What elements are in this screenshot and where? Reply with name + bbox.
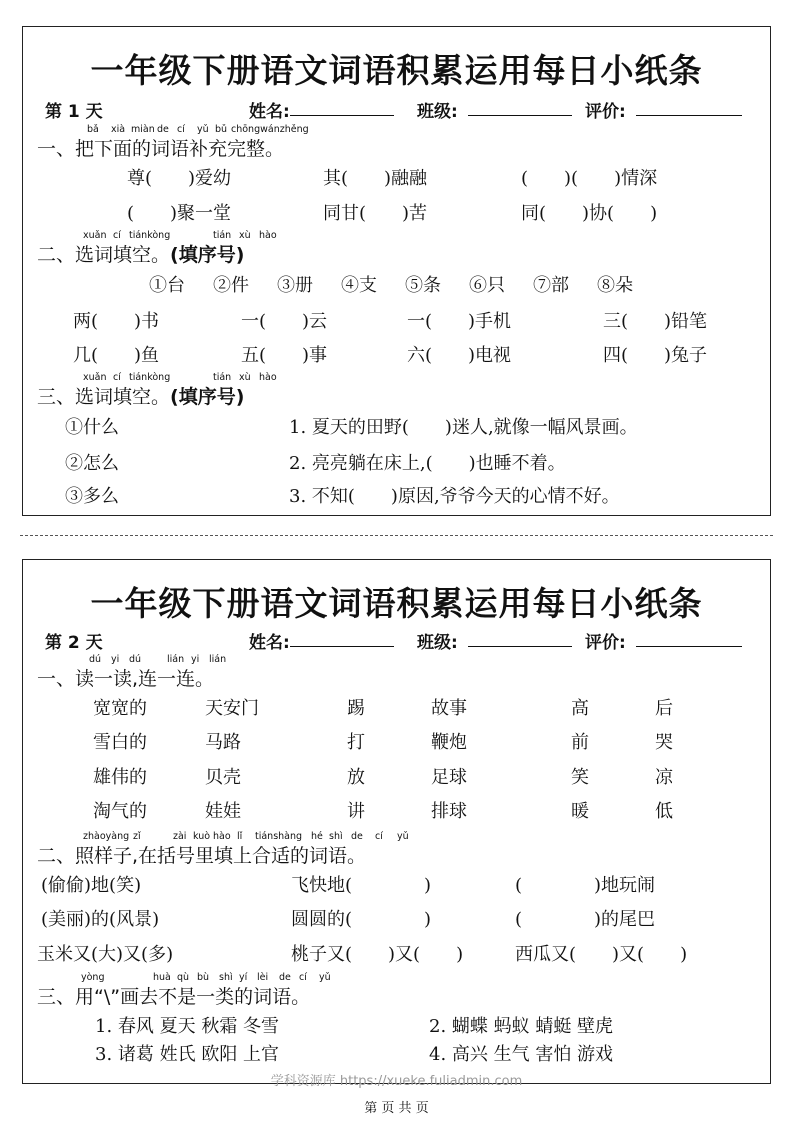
pinyin-4: xù — [239, 372, 251, 383]
word-group: 2. 蝴蝶 蚂蚁 蜻蜓 壁虎 — [429, 1016, 614, 1037]
sentence: 2. 亮亮躺在床上,( )也睡不着。 — [289, 453, 566, 474]
word: 打 — [347, 732, 365, 753]
pinyin-4: hào — [213, 831, 231, 842]
option: ③册 — [277, 275, 313, 296]
pinyin-0: yòng — [81, 972, 105, 983]
pinyin-8: shì — [329, 831, 343, 842]
fill-item: 桃子又( )又( ) — [291, 944, 464, 965]
fill-item: ( )( )情深 — [521, 168, 658, 189]
pinyin-5: lǐ — [237, 831, 243, 842]
word: 贝壳 — [205, 767, 241, 788]
pinyin-0: dú — [89, 654, 102, 665]
pinyin-4: yi — [191, 654, 200, 665]
word: 宽宽的 — [93, 698, 147, 719]
word: 凉 — [655, 767, 673, 788]
section-3-heading: 三、用“\”画去不是一类的词语。 — [37, 986, 311, 1008]
fill-item: 几( )鱼 — [73, 345, 160, 366]
fill-item: 一( )手机 — [407, 311, 512, 332]
pinyin-5: hào — [259, 230, 277, 241]
word: 雪白的 — [93, 732, 147, 753]
word: 足球 — [431, 767, 467, 788]
pinyin-3: bù — [197, 972, 210, 983]
fill-item: ( )地玩闹 — [515, 875, 656, 896]
word: 鞭炮 — [431, 732, 467, 753]
pinyin-1: huà — [153, 972, 171, 983]
option: ①什么 — [65, 417, 119, 438]
fill-item: 圆圆的( ) — [291, 909, 432, 930]
pinyin-5: yǔ — [197, 124, 209, 135]
pinyin-7: chōngwánzhěng — [231, 124, 309, 135]
name-field[interactable] — [290, 628, 394, 647]
word: 故事 — [431, 698, 467, 719]
day-label: 第 1 天 — [45, 102, 103, 122]
word: 高 — [571, 698, 589, 719]
worksheet-title: 一年级下册语文词语积累运用每日小纸条 — [90, 584, 703, 623]
word: 前 — [571, 732, 589, 753]
word: 暖 — [571, 801, 589, 822]
fill-item: 西瓜又( )又( ) — [515, 944, 688, 965]
fill-item: 同甘( )苦 — [323, 203, 428, 224]
sentence: 3. 不知( )原因,爷爷今天的心情不好。 — [289, 486, 620, 507]
option: ③多么 — [65, 486, 119, 507]
pinyin-10: cí — [375, 831, 383, 842]
section-2-heading: 二、选词填空。(填序号) — [37, 244, 245, 266]
fill-item: 尊( )爱幼 — [127, 168, 232, 189]
class-field[interactable] — [468, 97, 572, 116]
page-footer: 第 页 共 页 — [364, 1101, 429, 1116]
class-label: 班级: — [417, 633, 458, 653]
pinyin-0: zhàoyàng — [83, 831, 130, 842]
pinyin-2: qù — [177, 972, 190, 983]
pinyin-3: kuò — [193, 831, 211, 842]
sentence: 1. 夏天的田野( )迷人,就像一幅风景画。 — [289, 417, 638, 438]
section-2-heading: 二、照样子,在括号里填上合适的词语。 — [37, 845, 367, 867]
grade-label: 评价: — [585, 633, 626, 653]
word: 后 — [655, 698, 673, 719]
option: ⑥只 — [469, 275, 505, 296]
watermark: 学科资源库 https://xueke.fuliadmin.com — [270, 1074, 523, 1089]
class-field[interactable] — [468, 628, 572, 647]
pinyin-3: lián — [167, 654, 185, 665]
info-row — [23, 97, 770, 121]
pinyin-1: yi — [111, 654, 120, 665]
class-label: 班级: — [417, 102, 458, 122]
pinyin-2: dú — [129, 654, 142, 665]
word: 淘气的 — [93, 801, 147, 822]
pinyin-1: cí — [113, 372, 121, 383]
word: 排球 — [431, 801, 467, 822]
name-label: 姓名: — [249, 633, 290, 653]
option: ②件 — [213, 275, 249, 296]
pinyin-1: cí — [113, 230, 121, 241]
fill-item: 六( )电视 — [407, 345, 512, 366]
pinyin-5: yí — [239, 972, 248, 983]
fill-item: 五( )事 — [241, 345, 328, 366]
pinyin-8: cí — [299, 972, 307, 983]
pinyin-6: lèi — [257, 972, 269, 983]
word: 放 — [347, 767, 365, 788]
option: ⑤条 — [405, 275, 441, 296]
example: (偷偷)地(笑) — [41, 875, 142, 896]
fill-item: 同( )协( ) — [521, 203, 658, 224]
section-3-heading: 三、选词填空。(填序号) — [37, 386, 245, 408]
fill-item: ( )的尾巴 — [515, 909, 656, 930]
pinyin-2: tiánkòng — [129, 230, 171, 241]
fill-item: 飞快地( ) — [291, 875, 432, 896]
pinyin-7: hé — [311, 831, 323, 842]
pinyin-1: xià — [111, 124, 126, 135]
grade-label: 评价: — [585, 102, 626, 122]
word: 娃娃 — [205, 801, 241, 822]
pinyin-4: cí — [177, 124, 185, 135]
name-field[interactable] — [290, 97, 394, 116]
word: 讲 — [347, 801, 365, 822]
worksheet-title: 一年级下册语文词语积累运用每日小纸条 — [90, 51, 703, 90]
grade-field[interactable] — [636, 628, 742, 647]
option: ①台 — [149, 275, 185, 296]
word: 天安门 — [205, 698, 259, 719]
pinyin-9: yǔ — [319, 972, 331, 983]
name-label: 姓名: — [249, 102, 290, 122]
pinyin-2: zài — [173, 831, 187, 842]
section-1-heading: 一、读一读,连一连。 — [37, 668, 215, 690]
pinyin-5: lián — [209, 654, 227, 665]
word-group: 1. 春风 夏天 秋霜 冬雪 — [95, 1016, 280, 1037]
word: 马路 — [205, 732, 241, 753]
worksheet-day-2 — [22, 559, 771, 1084]
pinyin-2: tiánkòng — [129, 372, 171, 383]
example: 玉米又(大)又(多) — [37, 944, 174, 965]
pinyin-0: bǎ — [87, 124, 99, 135]
option: ④支 — [341, 275, 377, 296]
pinyin-5: hào — [259, 372, 277, 383]
word: 低 — [655, 801, 673, 822]
info-row — [23, 628, 770, 652]
worksheet-day-1 — [22, 26, 771, 516]
pinyin-9: de — [351, 831, 363, 842]
word: 踢 — [347, 698, 365, 719]
pinyin-3: tián — [213, 372, 232, 383]
pinyin-3: tián — [213, 230, 232, 241]
pinyin-6: tiánshàng — [255, 831, 303, 842]
pinyin-1: zǐ — [133, 831, 141, 842]
pinyin-0: xuǎn — [83, 372, 107, 383]
section-1-heading: 一、把下面的词语补充完整。 — [37, 138, 285, 160]
pinyin-6: bǔ — [215, 124, 228, 135]
word: 哭 — [655, 732, 673, 753]
word-group: 4. 高兴 生气 害怕 游戏 — [429, 1044, 614, 1065]
pinyin-3: de — [157, 124, 169, 135]
fill-item: 四( )兔子 — [603, 345, 708, 366]
pinyin-4: xù — [239, 230, 251, 241]
pinyin-11: yǔ — [397, 831, 409, 842]
cut-line — [20, 535, 773, 536]
example: (美丽)的(风景) — [41, 909, 160, 930]
pinyin-4: shì — [219, 972, 233, 983]
word: 笑 — [571, 767, 589, 788]
option: ⑦部 — [533, 275, 569, 296]
grade-field[interactable] — [636, 97, 742, 116]
pinyin-7: de — [279, 972, 291, 983]
fill-item: 其( )融融 — [323, 168, 428, 189]
option: ⑧朵 — [597, 275, 633, 296]
option: ②怎么 — [65, 453, 119, 474]
fill-item: ( )聚一堂 — [127, 203, 232, 224]
word: 雄伟的 — [93, 767, 147, 788]
fill-item: 两( )书 — [73, 311, 160, 332]
word-group: 3. 诸葛 姓氏 欧阳 上官 — [95, 1044, 280, 1065]
fill-item: 三( )铅笔 — [603, 311, 708, 332]
fill-item: 一( )云 — [241, 311, 328, 332]
pinyin-0: xuǎn — [83, 230, 107, 241]
pinyin-2: miàn — [131, 124, 155, 135]
day-label: 第 2 天 — [45, 633, 103, 653]
